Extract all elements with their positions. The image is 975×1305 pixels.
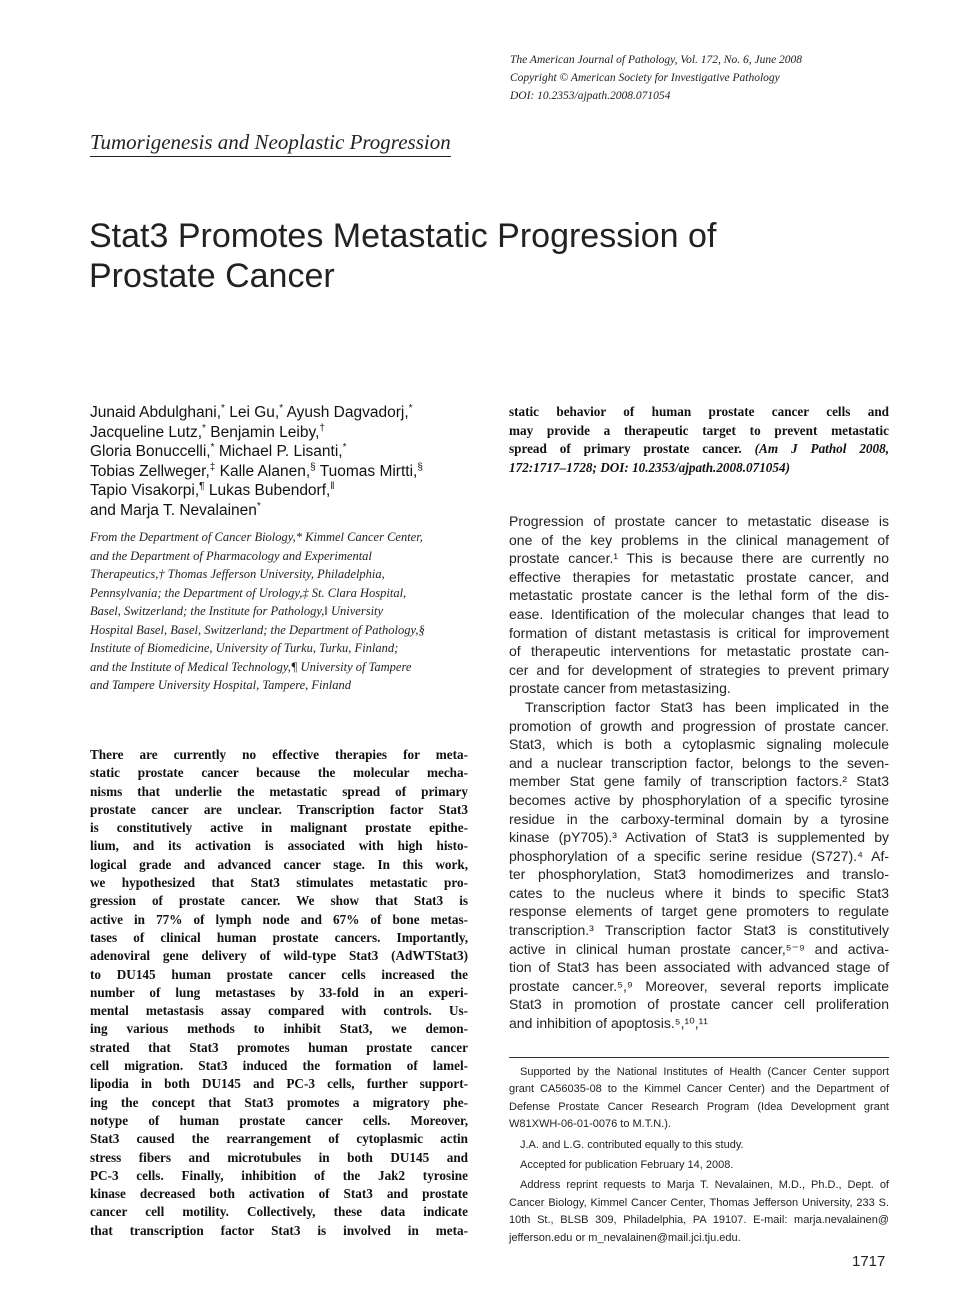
body-line: formation of distant metastasis is critical for improvement: [509, 624, 889, 641]
affiliation-line: Hospital Basel, Basel, Switzerland; the Department of Pathology,§: [90, 622, 425, 637]
section-heading: Tumorigenesis and Neoplastic Progression: [90, 130, 451, 157]
author-name: Lei Gu,: [229, 404, 280, 421]
author-mark: *: [408, 402, 413, 414]
body-line: becomes active by phosphorylation of a specific tyrosine: [509, 791, 889, 808]
body-line: prostate cancer from metastasizing.: [509, 680, 731, 697]
author-name: Junaid Abdulghani,: [90, 404, 222, 421]
footnote-line: Defense Prostate Cancer Research Program (Idea Development grant: [509, 1100, 889, 1113]
body-line: active in clinical human prostate cancer,⁵⁻⁹ and activa-: [509, 940, 889, 957]
body-line: Progression of prostate cancer to metastatic disease is: [509, 513, 889, 529]
author-mark: †: [319, 422, 325, 434]
author-mark: *: [342, 442, 347, 454]
author-mark: §: [310, 461, 316, 473]
abstract-line: is constitutively active in malignant prostate epithe-: [90, 820, 468, 836]
author-name: Gloria Bonuccelli,: [90, 443, 211, 461]
journal-doi: DOI: 10.2353/ajpath.2008.071054: [510, 90, 671, 102]
journal-copyright: Copyright © American Society for Investigative Pathology: [510, 72, 780, 84]
author-line: [90, 481, 480, 501]
author-list: [90, 403, 480, 521]
author-line: [90, 442, 480, 462]
affiliation-line: and Tampere University Hospital, Tampere, Finland: [90, 678, 351, 692]
title-line: Stat3 Promotes Metastatic Progression of: [89, 217, 717, 255]
abstract-line: stress fibers and microtubules in both DU145 and: [90, 1149, 468, 1165]
footnote-line: jefferson.edu or m_nevalainen@mail.jci.tju.edu.: [509, 1231, 741, 1244]
abstract-line: strated that Stat3 promotes human prostate cancer: [90, 1039, 468, 1055]
abstract-line: Stat3 caused the rearrangement of cytoplasmic actin: [90, 1131, 468, 1147]
footnote-line: 10th St., BLSB 309, Philadelphia, PA 19107. E-mail: marja.nevalainen@: [509, 1214, 889, 1227]
abstract-line: [509, 440, 889, 459]
body-line: effective therapies for metastatic prostate cancer, and: [509, 568, 889, 585]
author-mark: ‖: [330, 481, 335, 493]
abstract-line: static behavior of human prostate cancer cells and: [509, 404, 889, 419]
abstract-line: nisms that underlie the metastatic spread of primary: [90, 783, 468, 799]
affiliation-line: Basel, Switzerland; the Institute for Pathology,‖ University: [90, 604, 384, 618]
affiliation-line: Institute of Biomedicine, University of Turku, Turku, Finland;: [90, 641, 399, 655]
author-name: and Marja T. Nevalainen: [90, 501, 257, 519]
citation: 172:1717–1728; DOI: 10.2353/ajpath.2008.071054): [509, 459, 790, 475]
body-line: residue in the carboxy-terminal domain by a tyrosine: [509, 810, 889, 827]
body-line: Stat3, which is both a cytoplasmic signaling molecule: [509, 736, 889, 753]
abstract-line: tases of clinical human prostate cancers. Importantly,: [90, 929, 468, 945]
footnote-line: W81XWH-06-01-0076 to M.T.N.).: [509, 1118, 671, 1131]
abstract-line: gression of prostate cancer. We show that Stat3 is: [90, 893, 468, 909]
author-mark: ‡: [209, 461, 216, 473]
footnote-line: grant CA56035-08 to the Kimmel Cancer Center) and the Department of: [509, 1083, 889, 1096]
author-name: Tobias Zellweger,: [90, 462, 210, 480]
title-line: Prostate Cancer: [89, 257, 335, 295]
abstract-line: ing various methods to inhibit Stat3, we demon-: [90, 1021, 468, 1037]
abstract-line: adenoviral gene delivery of wild-type Stat3 (AdWTStat3): [90, 948, 468, 964]
affiliation-line: Pennsylvania; the Department of Urology,‡ St. Clara Hospital,: [90, 585, 407, 600]
author-mark: *: [279, 402, 284, 414]
abstract-line: logical grade and advanced cancer stage. In this work,: [90, 856, 468, 872]
author-line: [90, 423, 480, 443]
abstract-text: spread of primary prostate cancer.: [509, 441, 742, 457]
article-title: [89, 216, 809, 296]
body-line: and a nuclear transcription factor, belongs to the seven-: [509, 754, 889, 771]
abstract-line: lium, and its activation is associated with high histo-: [90, 838, 468, 854]
abstract-line: to DU145 human prostate cancer cells increased the: [90, 966, 468, 982]
abstract: [90, 746, 468, 1240]
body-line: prostate cancer.⁵,⁹ Moreover, several reports implicate: [509, 977, 889, 994]
body-line: phosphorylation of a specific serine residue (S727).⁴ Af-: [509, 847, 889, 864]
abstract-line: number of lung metastases by 33-fold in an experi-: [90, 984, 468, 1000]
author-mark: *: [256, 500, 261, 512]
affiliation-line: and the Institute of Medical Technology,¶ University of Tampere: [90, 659, 412, 674]
affiliations: [90, 528, 480, 695]
footnote-line: Cancer Biology, Kimmel Cancer Center, Thomas Jefferson University, 233 S.: [509, 1196, 889, 1209]
body-line: of therapeutic interventions for metastatic prostate can-: [509, 643, 889, 660]
body-line: prostate cancer.¹ This is because there are currently no: [509, 550, 889, 567]
author-name: Ayush Dagvadorj,: [286, 404, 409, 421]
affiliation-line: From the Department of Cancer Biology,* Kimmel Cancer Center,: [90, 530, 423, 544]
affiliation-line: Therapeutics,† Thomas Jefferson University, Philadelphia,: [90, 567, 385, 581]
body-line: transcription.³ Transcription factor Stat3 is constitutively: [509, 922, 889, 939]
abstract-line: that transcription factor Stat3 is involved in meta-: [90, 1222, 468, 1238]
author-line: [90, 403, 480, 423]
footnote-accepted: Accepted for publication February 14, 2008.: [520, 1158, 734, 1171]
body-line: promotion of growth and progression of prostate cancer.: [509, 717, 889, 734]
body-line: tion of Stat3 has been associated with advanced stage of: [509, 959, 889, 976]
body-line: metastatic prostate cancer is the lethal form of the dis-: [509, 587, 889, 604]
abstract-line: mental metastasis assay compared with controls. Us-: [90, 1003, 468, 1019]
footnote-equal-contribution: J.A. and L.G. contributed equally to this study.: [520, 1138, 744, 1151]
journal-line: The American Journal of Pathology, Vol. 172, No. 6, June 2008: [510, 54, 803, 66]
abstract-line: kinase decreased both activation of Stat3 and prostate: [90, 1186, 468, 1202]
author-name: Tapio Visakorpi,: [90, 482, 200, 500]
body-line: and inhibition of apoptosis.⁵,¹⁰,¹¹: [509, 1015, 708, 1032]
affiliation-line: and the Department of Pharmacology and Experimental: [90, 548, 372, 563]
body-line: cer and for development of strategies to prevent primary: [509, 661, 889, 678]
author-line: [90, 462, 480, 482]
abstract-line: There are currently no effective therapies for meta-: [90, 747, 468, 762]
abstract-line: cell migration. Stat3 induced the formation of lamel-: [90, 1058, 468, 1074]
body-line: cates to the nucleus where it binds to specific Stat3: [509, 884, 889, 901]
author-line: [90, 501, 480, 521]
abstract-line: static prostate cancer because the molecular mecha-: [90, 765, 468, 781]
footnotes: [509, 1064, 889, 1247]
abstract-line: ing the concept that Stat3 promotes a migratory phe-: [90, 1094, 468, 1110]
footnote-line: Supported by the National Institutes of Health (Cancer Center support: [520, 1066, 889, 1078]
abstract-line: notype of human prostate cancer cells. Moreover,: [90, 1112, 468, 1128]
body-line: Transcription factor Stat3 has been implicated in the: [525, 698, 889, 715]
body-text: [509, 512, 889, 1033]
abstract-line: lipodia in both DU145 and PC-3 cells, further support-: [90, 1076, 468, 1092]
body-line: member Stat gene family of transcription factors.² Stat3: [509, 773, 889, 790]
body-line: kinase (pY705).³ Activation of Stat3 is supplemented by: [509, 829, 889, 846]
footnote-line: Address reprint requests to Marja T. Nevalainen, M.D., Ph.D., Dept. of: [520, 1179, 889, 1192]
journal-citation: [510, 51, 910, 105]
abstract-line: PC-3 cells. Finally, inhibition of the Jak2 tyrosine: [90, 1167, 468, 1183]
author-name: Benjamin Leiby,: [210, 423, 320, 441]
author-name: Jacqueline Lutz,: [90, 423, 203, 441]
author-name: Michael P. Lisanti,: [218, 443, 343, 461]
page-number: 1717: [852, 1253, 886, 1270]
abstract-line: may provide a therapeutic target to prevent metastatic: [509, 422, 889, 438]
abstract-line: cancer cell motility. Collectively, these data indicate: [90, 1204, 468, 1220]
author-mark: *: [221, 402, 225, 414]
author-name: Lukas Bubendorf,: [208, 482, 331, 500]
author-mark: ¶: [199, 481, 205, 493]
author-mark: *: [202, 422, 206, 434]
citation: (Am J Pathol 2008,: [754, 441, 889, 457]
abstract-continued: [509, 403, 889, 477]
body-line: response elements of target gene promoters to regulate: [509, 903, 889, 920]
body-line: Stat3 in promotion of prostate cancer cell proliferation: [509, 996, 889, 1013]
author-name: Tuomas Mirtti,: [319, 462, 418, 480]
body-line: ter phosphorylation, Stat3 homodimerizes and translo-: [509, 866, 889, 883]
body-line: one of the key problems in the clinical management of: [509, 531, 889, 548]
author-mark: §: [417, 461, 423, 473]
abstract-line: we hypothesized that Stat3 stimulates metastatic pro-: [90, 875, 468, 891]
abstract-line: active in 77% of lymph node and 67% of bone metas-: [90, 911, 468, 927]
author-name: Kalle Alanen,: [219, 462, 311, 480]
footnote-divider: [509, 1057, 889, 1058]
author-mark: *: [210, 442, 215, 454]
abstract-line: prostate cancer are unclear. Transcription factor Stat3: [90, 801, 468, 817]
body-line: ease. Identification of the molecular changes that lead to: [509, 605, 889, 622]
